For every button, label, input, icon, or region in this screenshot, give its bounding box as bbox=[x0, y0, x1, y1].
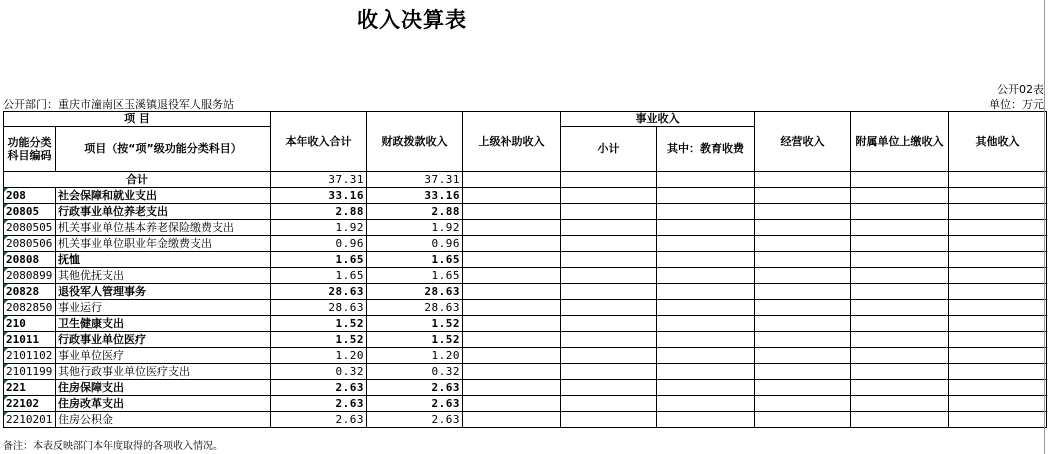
page-title: 收入决算表 bbox=[357, 8, 467, 32]
row-code: 2210201 bbox=[4, 412, 56, 428]
total-value: 37.31 bbox=[271, 172, 367, 188]
empty-cell bbox=[949, 236, 1047, 252]
empty-cell bbox=[561, 204, 657, 220]
empty-cell bbox=[463, 316, 561, 332]
empty-cell bbox=[851, 204, 949, 220]
empty-cell bbox=[851, 364, 949, 380]
row-fiscal: 0.32 bbox=[367, 364, 463, 380]
empty-cell bbox=[657, 412, 755, 428]
row-fiscal: 33.16 bbox=[367, 188, 463, 204]
row-fiscal: 28.63 bbox=[367, 284, 463, 300]
row-total: 0.32 bbox=[271, 364, 367, 380]
empty-cell bbox=[463, 284, 561, 300]
empty-cell bbox=[949, 220, 1047, 236]
table-code: 公开02表 bbox=[997, 83, 1044, 96]
empty-cell bbox=[949, 348, 1047, 364]
empty-cell bbox=[851, 268, 949, 284]
header-total: 本年收入合计 bbox=[271, 112, 367, 172]
empty-cell bbox=[851, 300, 949, 316]
empty-cell bbox=[851, 396, 949, 412]
empty-cell bbox=[657, 236, 755, 252]
empty-cell bbox=[755, 364, 851, 380]
row-fiscal: 28.63 bbox=[367, 300, 463, 316]
table-row bbox=[4, 332, 1047, 348]
row-fiscal: 1.65 bbox=[367, 252, 463, 268]
empty-cell bbox=[463, 220, 561, 236]
row-name: 行政事业单位医疗 bbox=[56, 332, 271, 348]
row-name: 抚恤 bbox=[56, 252, 271, 268]
empty-cell bbox=[851, 380, 949, 396]
empty-cell bbox=[657, 348, 755, 364]
footnote: 备注：本表反映部门本年度取得的各项收入情况。 bbox=[3, 441, 223, 452]
empty-cell bbox=[851, 220, 949, 236]
row-total: 1.92 bbox=[271, 220, 367, 236]
row-name: 事业单位医疗 bbox=[56, 348, 271, 364]
empty-cell bbox=[561, 284, 657, 300]
empty-cell bbox=[463, 204, 561, 220]
row-code: 2082850 bbox=[4, 300, 56, 316]
empty-cell bbox=[657, 188, 755, 204]
row-code: 2080506 bbox=[4, 236, 56, 252]
empty-cell bbox=[755, 396, 851, 412]
empty-cell bbox=[755, 220, 851, 236]
row-name: 机关事业单位基本养老保险缴费支出 bbox=[56, 220, 271, 236]
empty-cell bbox=[657, 396, 755, 412]
empty-cell bbox=[755, 188, 851, 204]
empty-cell bbox=[949, 380, 1047, 396]
empty-cell bbox=[657, 220, 755, 236]
row-code: 208 bbox=[4, 188, 56, 204]
empty-cell bbox=[561, 380, 657, 396]
row-total: 33.16 bbox=[271, 188, 367, 204]
row-fiscal: 2.63 bbox=[367, 412, 463, 428]
empty-cell bbox=[851, 332, 949, 348]
row-fiscal: 1.65 bbox=[367, 268, 463, 284]
row-code: 221 bbox=[4, 380, 56, 396]
row-fiscal: 1.52 bbox=[367, 316, 463, 332]
empty-cell bbox=[657, 332, 755, 348]
empty-cell bbox=[463, 188, 561, 204]
header-fiscal: 财政拨款收入 bbox=[367, 112, 463, 172]
empty-cell bbox=[561, 300, 657, 316]
total-row bbox=[4, 172, 1047, 188]
empty-cell bbox=[657, 268, 755, 284]
empty-cell bbox=[851, 316, 949, 332]
row-code: 2080505 bbox=[4, 220, 56, 236]
table-row bbox=[4, 188, 1047, 204]
empty-cell bbox=[463, 300, 561, 316]
row-fiscal: 1.52 bbox=[367, 332, 463, 348]
empty-cell bbox=[851, 236, 949, 252]
header-affiliated: 附属单位上缴收入 bbox=[851, 112, 949, 172]
empty-cell bbox=[657, 284, 755, 300]
header-item: 项 目 bbox=[4, 112, 271, 127]
header-education: 其中：教育收费 bbox=[657, 127, 755, 172]
row-total: 1.65 bbox=[271, 252, 367, 268]
empty-cell bbox=[463, 380, 561, 396]
empty-cell bbox=[561, 364, 657, 380]
empty-cell bbox=[851, 188, 949, 204]
empty-cell bbox=[949, 204, 1047, 220]
row-code: 2101102 bbox=[4, 348, 56, 364]
row-total: 1.52 bbox=[271, 332, 367, 348]
empty-cell bbox=[949, 412, 1047, 428]
row-code: 2080899 bbox=[4, 268, 56, 284]
unit-label: 单位：万元 bbox=[989, 98, 1044, 111]
empty-cell bbox=[657, 252, 755, 268]
empty-cell bbox=[949, 252, 1047, 268]
empty-cell bbox=[851, 348, 949, 364]
row-fiscal: 2.88 bbox=[367, 204, 463, 220]
empty-cell bbox=[463, 412, 561, 428]
row-total: 0.96 bbox=[271, 236, 367, 252]
table-row bbox=[4, 252, 1047, 268]
row-code: 21011 bbox=[4, 332, 56, 348]
row-total: 2.63 bbox=[271, 380, 367, 396]
empty-cell bbox=[657, 364, 755, 380]
header-other: 其他收入 bbox=[949, 112, 1047, 172]
empty-cell bbox=[851, 252, 949, 268]
empty-cell bbox=[561, 332, 657, 348]
row-name: 机关事业单位职业年金缴费支出 bbox=[56, 236, 271, 252]
empty-cell bbox=[755, 284, 851, 300]
empty-cell bbox=[851, 284, 949, 300]
empty-cell bbox=[949, 188, 1047, 204]
row-total: 2.88 bbox=[271, 204, 367, 220]
empty-cell bbox=[561, 396, 657, 412]
row-code: 20805 bbox=[4, 204, 56, 220]
empty-cell bbox=[463, 348, 561, 364]
table-row bbox=[4, 364, 1047, 380]
row-total: 2.63 bbox=[271, 396, 367, 412]
empty-cell bbox=[949, 332, 1047, 348]
empty-cell bbox=[949, 268, 1047, 284]
row-code: 2101199 bbox=[4, 364, 56, 380]
row-fiscal: 2.63 bbox=[367, 396, 463, 412]
header-name: 项目（按“项”级功能分类科目） bbox=[56, 127, 271, 172]
empty-cell bbox=[463, 236, 561, 252]
table-row bbox=[4, 348, 1047, 364]
row-total: 1.20 bbox=[271, 348, 367, 364]
row-name: 住房公积金 bbox=[56, 412, 271, 428]
row-total: 1.65 bbox=[271, 268, 367, 284]
empty-cell bbox=[463, 364, 561, 380]
header-operating: 经营收入 bbox=[755, 112, 851, 172]
table-row bbox=[4, 220, 1047, 236]
row-fiscal: 0.96 bbox=[367, 236, 463, 252]
empty-cell bbox=[463, 252, 561, 268]
empty-cell bbox=[755, 300, 851, 316]
total-fiscal: 37.31 bbox=[367, 172, 463, 188]
department-label: 公开部门：重庆市潼南区玉溪镇退役军人服务站 bbox=[3, 98, 234, 111]
table-row bbox=[4, 236, 1047, 252]
row-code: 20808 bbox=[4, 252, 56, 268]
empty-cell bbox=[755, 412, 851, 428]
empty-cell bbox=[561, 348, 657, 364]
table-row bbox=[4, 380, 1047, 396]
row-total: 2.63 bbox=[271, 412, 367, 428]
row-fiscal: 1.92 bbox=[367, 220, 463, 236]
row-total: 28.63 bbox=[271, 300, 367, 316]
row-name: 住房改革支出 bbox=[56, 396, 271, 412]
empty-cell bbox=[657, 380, 755, 396]
empty-cell bbox=[949, 284, 1047, 300]
header-upper: 上级补助收入 bbox=[463, 112, 561, 172]
table-row bbox=[4, 316, 1047, 332]
empty-cell bbox=[755, 332, 851, 348]
row-code: 22102 bbox=[4, 396, 56, 412]
empty-cell bbox=[657, 300, 755, 316]
empty-cell bbox=[561, 412, 657, 428]
row-name: 事业运行 bbox=[56, 300, 271, 316]
empty-cell bbox=[463, 332, 561, 348]
empty-cell bbox=[755, 348, 851, 364]
empty-cell bbox=[561, 220, 657, 236]
table-row bbox=[4, 284, 1047, 300]
row-name: 行政事业单位养老支出 bbox=[56, 204, 271, 220]
empty-cell bbox=[561, 236, 657, 252]
empty-cell bbox=[949, 364, 1047, 380]
row-fiscal: 2.63 bbox=[367, 380, 463, 396]
empty-cell bbox=[755, 236, 851, 252]
empty-cell bbox=[657, 316, 755, 332]
header-code: 功能分类科目编码 bbox=[4, 127, 56, 172]
table-row bbox=[4, 412, 1047, 428]
table-row bbox=[4, 268, 1047, 284]
row-name: 住房保障支出 bbox=[56, 380, 271, 396]
empty-cell bbox=[463, 268, 561, 284]
empty-cell bbox=[561, 316, 657, 332]
row-code: 20828 bbox=[4, 284, 56, 300]
empty-cell bbox=[463, 396, 561, 412]
empty-cell bbox=[851, 412, 949, 428]
table-row bbox=[4, 300, 1047, 316]
empty-cell bbox=[755, 380, 851, 396]
row-name: 其他行政事业单位医疗支出 bbox=[56, 364, 271, 380]
row-name: 卫生健康支出 bbox=[56, 316, 271, 332]
header-business: 事业收入 bbox=[561, 112, 755, 127]
empty-cell bbox=[949, 300, 1047, 316]
row-name: 其他优抚支出 bbox=[56, 268, 271, 284]
empty-cell bbox=[561, 268, 657, 284]
row-total: 1.52 bbox=[271, 316, 367, 332]
total-label: 合计 bbox=[4, 172, 271, 188]
empty-cell bbox=[561, 252, 657, 268]
row-fiscal: 1.20 bbox=[367, 348, 463, 364]
empty-cell bbox=[755, 316, 851, 332]
empty-cell bbox=[755, 204, 851, 220]
row-name: 社会保障和就业支出 bbox=[56, 188, 271, 204]
empty-cell bbox=[949, 396, 1047, 412]
empty-cell bbox=[657, 204, 755, 220]
header-subtotal: 小计 bbox=[561, 127, 657, 172]
row-name: 退役军人管理事务 bbox=[56, 284, 271, 300]
row-total: 28.63 bbox=[271, 284, 367, 300]
row-code: 210 bbox=[4, 316, 56, 332]
table-row bbox=[4, 204, 1047, 220]
income-table bbox=[3, 111, 1047, 428]
empty-cell bbox=[755, 252, 851, 268]
empty-cell bbox=[949, 316, 1047, 332]
right-divider bbox=[1044, 0, 1045, 454]
empty-cell bbox=[561, 188, 657, 204]
table-row bbox=[4, 396, 1047, 412]
empty-cell bbox=[755, 268, 851, 284]
